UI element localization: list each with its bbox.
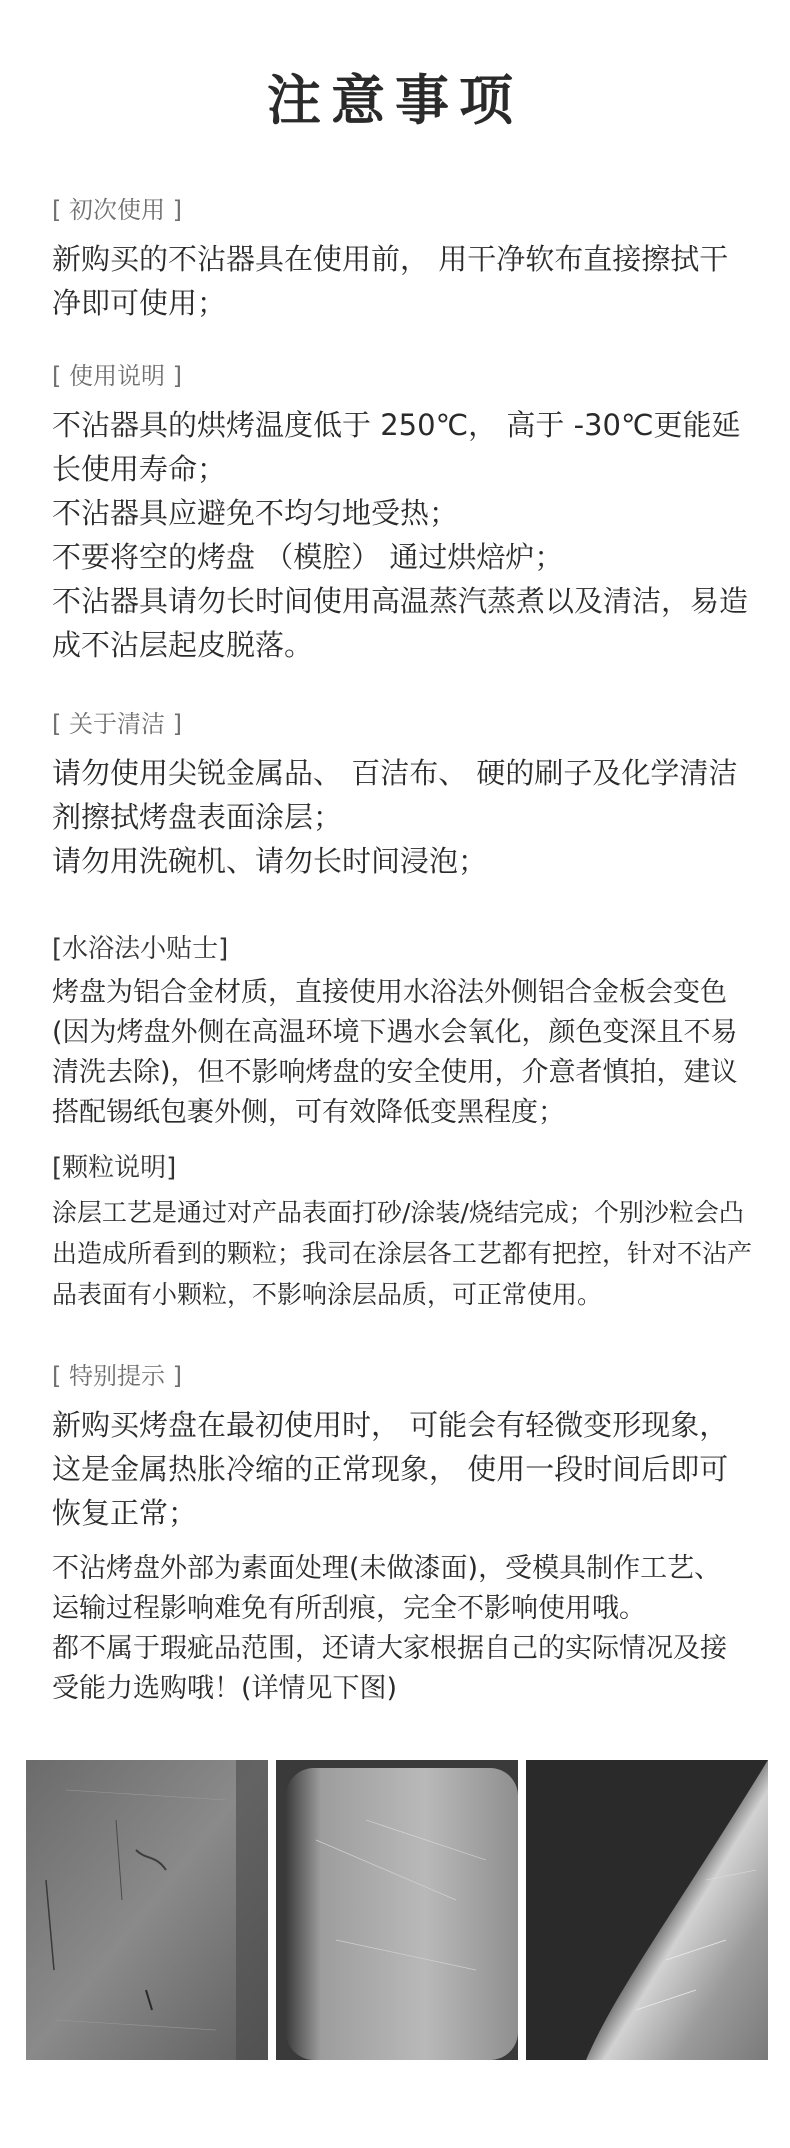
section-tag: [ 使用说明 ] bbox=[52, 362, 182, 390]
paragraph: 都不属于瑕疵品范围，还请大家根据自己的实际情况及接受能力选购哦！(详情见下图) bbox=[52, 1633, 727, 1704]
paragraph: 不沾器具的烘烤温度低于 250℃， 高于 -30℃更能延长使用寿命； bbox=[52, 408, 741, 486]
pan-corner-photo bbox=[276, 1760, 518, 2060]
paragraph: 不沾器具应避免不均匀地受热； bbox=[52, 496, 459, 530]
pan-edge-photo bbox=[526, 1760, 768, 2060]
photo-strip bbox=[26, 1760, 768, 2060]
section-tag: [ 关于清洁 ] bbox=[52, 710, 182, 738]
section-special-notice bbox=[52, 1356, 752, 1709]
paragraph: 请勿使用尖锐金属品、 百洁布、 硬的刷子及化学清洁剂擦拭烤盘表面涂层； bbox=[52, 756, 738, 834]
paragraph: 新购买烤盘在最初使用时， 可能会有轻微变形现象，这是金属热胀冷缩的正常现象， 使用一段时间后即可恢复正常； bbox=[52, 1408, 729, 1530]
paragraph: 不要将空的烤盘 （模腔） 通过烘焙炉； bbox=[52, 540, 564, 574]
paragraph: 不沾器具请勿长时间使用高温蒸汽蒸煮以及清洁，易造成不沾层起皮脱落。 bbox=[52, 584, 749, 662]
section-cleaning bbox=[52, 704, 752, 883]
paragraph: 涂层工艺是通过对产品表面打砂/涂装/烧结完成；个别沙粒会凸出造成所看到的颗粒；我司在涂层各工艺都有把控，针对不沾产品表面有小颗粒，不影响涂层品质，可正常使用。 bbox=[52, 1198, 753, 1309]
section-tag: [ 初次使用 ] bbox=[52, 196, 182, 224]
page-title: 注意事项 bbox=[267, 69, 523, 132]
paragraph: 不沾烤盘外部为素面处理(未做漆面)，受模具制作工艺、 运输过程影响难免有所刮痕，完全不影响使用哦。 bbox=[52, 1553, 722, 1624]
section-tag: [颗粒说明] bbox=[52, 1153, 177, 1183]
section-particles bbox=[52, 1147, 752, 1315]
section-first-use bbox=[52, 190, 752, 325]
scratched-pan-photo bbox=[26, 1760, 268, 2060]
section-tag: [水浴法小贴士] bbox=[52, 934, 229, 964]
section-water-bath-tips bbox=[52, 928, 752, 1133]
paragraph: 烤盘为铝合金材质，直接使用水浴法外侧铝合金板会变色(因为烤盘外侧在高温环境下遇水会氧化，颜色变深且不易清洗去除)，但不影响烤盘的安全使用，介意者慎拍，建议搭配锡纸包裹外侧，可有效降低变黑程度； bbox=[52, 977, 738, 1128]
section-tag: [ 特别提示 ] bbox=[52, 1362, 182, 1390]
paragraph: 新购买的不沾器具在使用前， 用干净软布直接擦拭干净即可使用； bbox=[52, 242, 729, 320]
paragraph: 请勿用洗碗机、请勿长时间浸泡； bbox=[52, 844, 488, 878]
section-usage bbox=[52, 356, 752, 667]
